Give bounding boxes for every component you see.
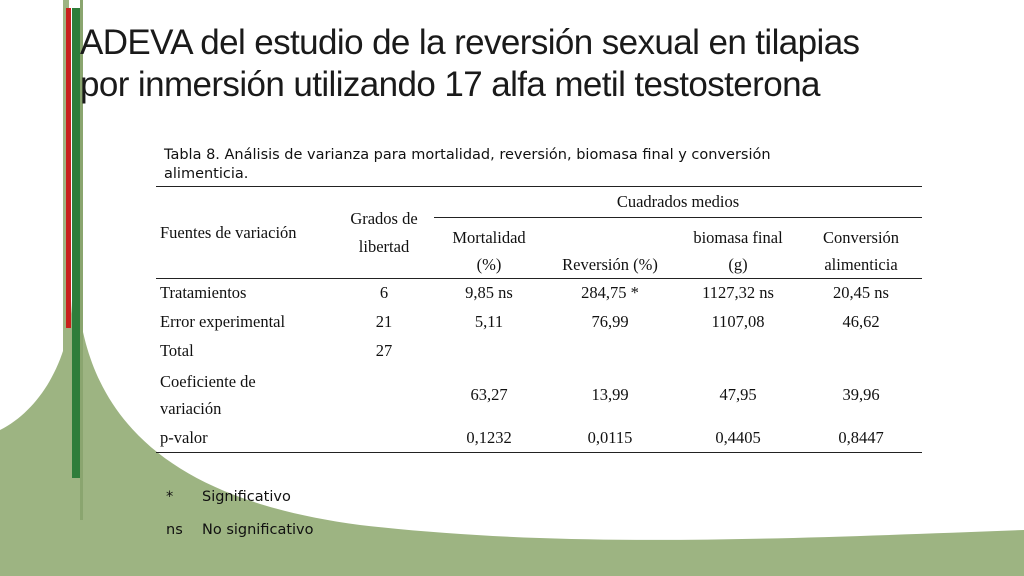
footnote-symbol: * — [166, 489, 174, 505]
header-mortalidad-line-1: Mortalidad — [452, 228, 526, 247]
header-conversion-line-1: Conversión — [822, 228, 900, 247]
cell-fuente: Tratamientos — [160, 283, 247, 303]
cell-mortalidad: 0,1232 — [466, 427, 512, 447]
header-biomasa-line-1: biomasa final — [693, 228, 783, 247]
cell-biomasa: 0,4405 — [715, 427, 761, 447]
caption-line-2: alimenticia. — [164, 166, 249, 182]
cell-mortalidad: 9,85 ns — [465, 283, 513, 303]
cell-mortalidad: 63,27 — [470, 385, 508, 404]
header-grados-line-1: Grados de — [350, 208, 418, 228]
header-biomasa — [676, 218, 800, 279]
table-row-tratamientos — [156, 279, 922, 308]
cell-biomasa: 1127,32 ns — [702, 283, 774, 303]
header-conversion — [800, 218, 922, 279]
header-cuadrados-medios: Cuadrados medios — [434, 187, 922, 218]
header-fuentes: Fuentes de variación — [156, 187, 334, 279]
header-biomasa-line-2: (g) — [728, 255, 748, 274]
cell-gl — [334, 366, 434, 424]
stripe-red — [66, 8, 71, 328]
cell-conversion: 46,62 — [842, 312, 880, 331]
cell-conversion: 0,8447 — [838, 427, 884, 447]
header-grados — [334, 187, 434, 279]
cell-biomasa: 1107,08 — [711, 312, 765, 331]
stripe-green — [72, 8, 80, 478]
cell-reversion: 76,99 — [591, 312, 629, 331]
header-conversion-line-2: alimenticia — [824, 255, 898, 274]
footnote-text: Significativo — [202, 489, 291, 505]
table-row-total — [156, 337, 922, 366]
cell-reversion: 0,0115 — [587, 427, 633, 447]
title-line-1: ADEVA del estudio de la reversión sexual en tilapias — [80, 23, 860, 62]
cell-biomasa: 47,95 — [719, 385, 757, 404]
footnote-significativo — [166, 489, 291, 505]
cell-gl: 21 — [375, 312, 393, 331]
cell-conversion — [800, 337, 922, 366]
caption-line-1: Tabla 8. Análisis de varianza para mortalidad, reversión, biomasa final y conversión — [164, 147, 771, 163]
header-grados-line-2: libertad — [358, 236, 410, 256]
cell-mortalidad: 5,11 — [474, 312, 504, 331]
cell-fuente: p-valor — [160, 427, 208, 447]
footnote-text: No significativo — [202, 522, 314, 538]
footnote-symbol: ns — [166, 522, 183, 538]
cell-fuente: Error experimental — [160, 312, 286, 331]
cell-reversion — [544, 337, 676, 366]
header-mortalidad-line-2: (%) — [476, 255, 502, 274]
table-row-coeficiente — [156, 366, 922, 424]
footnote-no-significativo — [166, 522, 314, 538]
cell-gl — [334, 424, 434, 453]
cell-reversion: 284,75 * — [581, 283, 639, 303]
table-row-error — [156, 308, 922, 337]
cell-mortalidad — [434, 337, 544, 366]
anova-table — [156, 186, 922, 453]
header-reversion: Reversión (%) — [562, 255, 658, 274]
cell-conversion: 20,45 ns — [833, 283, 889, 303]
cell-biomasa — [676, 337, 800, 366]
title-line-2: por inmersión utilizando 17 alfa metil testosterona — [80, 65, 820, 104]
cell-reversion: 13,99 — [591, 385, 629, 404]
cell-gl: 27 — [375, 341, 393, 360]
cell-fuente: Total — [160, 341, 194, 360]
cell-fuente-line-1: Coeficiente de — [160, 371, 256, 391]
table-row-pvalor — [156, 424, 922, 453]
cell-conversion: 39,96 — [842, 385, 880, 404]
cell-fuente-line-2: variación — [160, 398, 222, 418]
header-mortalidad — [434, 218, 544, 279]
table-caption — [164, 146, 864, 184]
cell-fuente — [156, 366, 334, 424]
cell-gl: 6 — [379, 283, 389, 303]
slide-title — [80, 22, 1000, 106]
